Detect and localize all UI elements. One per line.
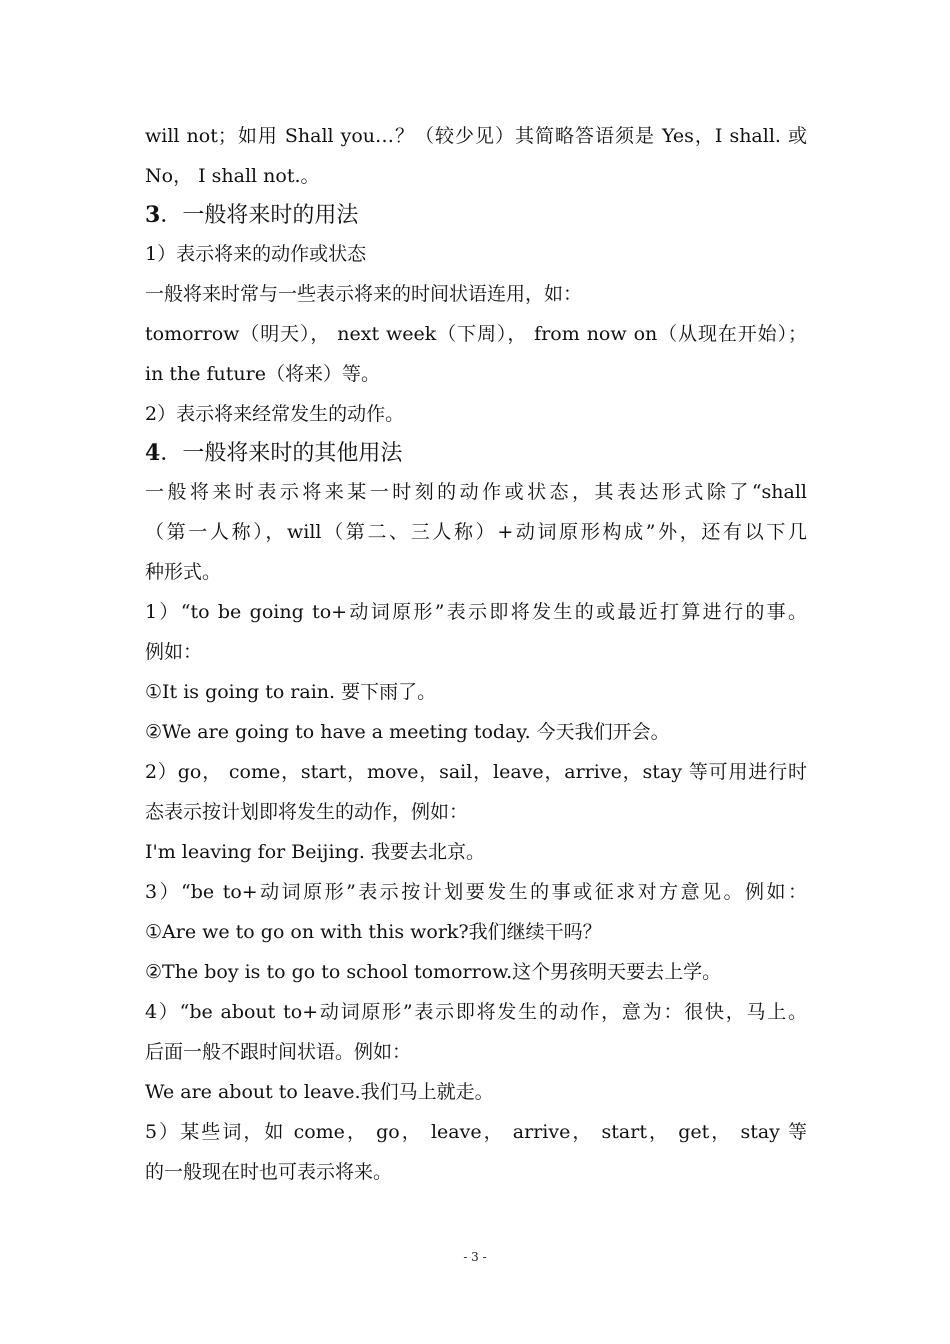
text-line: 一般将来时表示将来某一时刻的动作或状态，其表达形式除了“shall (145, 481, 807, 503)
text-line: 种形式。 (145, 561, 222, 583)
example-line: ②We are going to have a meeting today. 今天我们开会。 (145, 721, 670, 743)
text-line: 3）“be to+动词原形”表示按计划要发生的事或征求对方意见。例如： (145, 881, 807, 903)
text-line: 后面一般不跟时间状语。例如： (145, 1041, 412, 1063)
example-line: ①It is going to rain. 要下雨了。 (145, 681, 437, 703)
text-line: 2）表示将来经常发生的动作。 (145, 403, 405, 425)
text-line: 态表示按计划即将发生的动作，例如： (145, 801, 469, 823)
text-line: 一般将来时常与一些表示将来的时间状语连用，如： (145, 283, 583, 305)
text-line: 4）“be about to+动词原形”表示即将发生的动作，意为：很快，马上。 (145, 1001, 807, 1023)
text-line: 例如： (145, 641, 203, 663)
page-number: - 3 - (463, 1250, 487, 1264)
section-number: 4 (145, 440, 161, 466)
example-line: ①Are we to go on with this work?我们继续干吗？ (145, 921, 602, 943)
section-heading (145, 196, 807, 234)
section-heading (145, 434, 807, 472)
example-line: ②The boy is to go to school tomorrow.这个男孩明天要去上学。 (145, 961, 722, 983)
text-line: 1）表示将来的动作或状态 (145, 243, 367, 265)
page-content (145, 116, 807, 1192)
text-line: No， I shall not.。 (145, 165, 320, 187)
text-line: 的一般现在时也可表示将来。 (145, 1161, 393, 1183)
example-line: I'm leaving for Beijing. 我要去北京。 (145, 841, 486, 863)
section-title: ．一般将来时的其他用法 (160, 441, 403, 466)
text-line: 5）某些词，如 come， go， leave， arrive， start， get， stay 等 (145, 1121, 807, 1143)
section-title: ．一般将来时的用法 (160, 203, 359, 228)
section-number: 3 (145, 202, 161, 228)
text-line: 2）go， come，start，move，sail，leave，arrive，stay 等可用进行时 (145, 761, 807, 783)
text-line: （第一人称），will（第二、三人称）+动词原形构成”外，还有以下几 (145, 521, 807, 543)
text-line: in the future（将来）等。 (145, 363, 380, 385)
text-line: tomorrow（明天）， next week（下周）， from now on（从现在开始）； (145, 323, 807, 345)
text-line: will not；如用 Shall you…？（较少见）其简略答语须是 Yes，I shall. 或 (145, 125, 807, 147)
example-line: We are about to leave.我们马上就走。 (145, 1081, 494, 1103)
text-line: 1）“to be going to+动词原形”表示即将发生的或最近打算进行的事。 (145, 601, 807, 623)
